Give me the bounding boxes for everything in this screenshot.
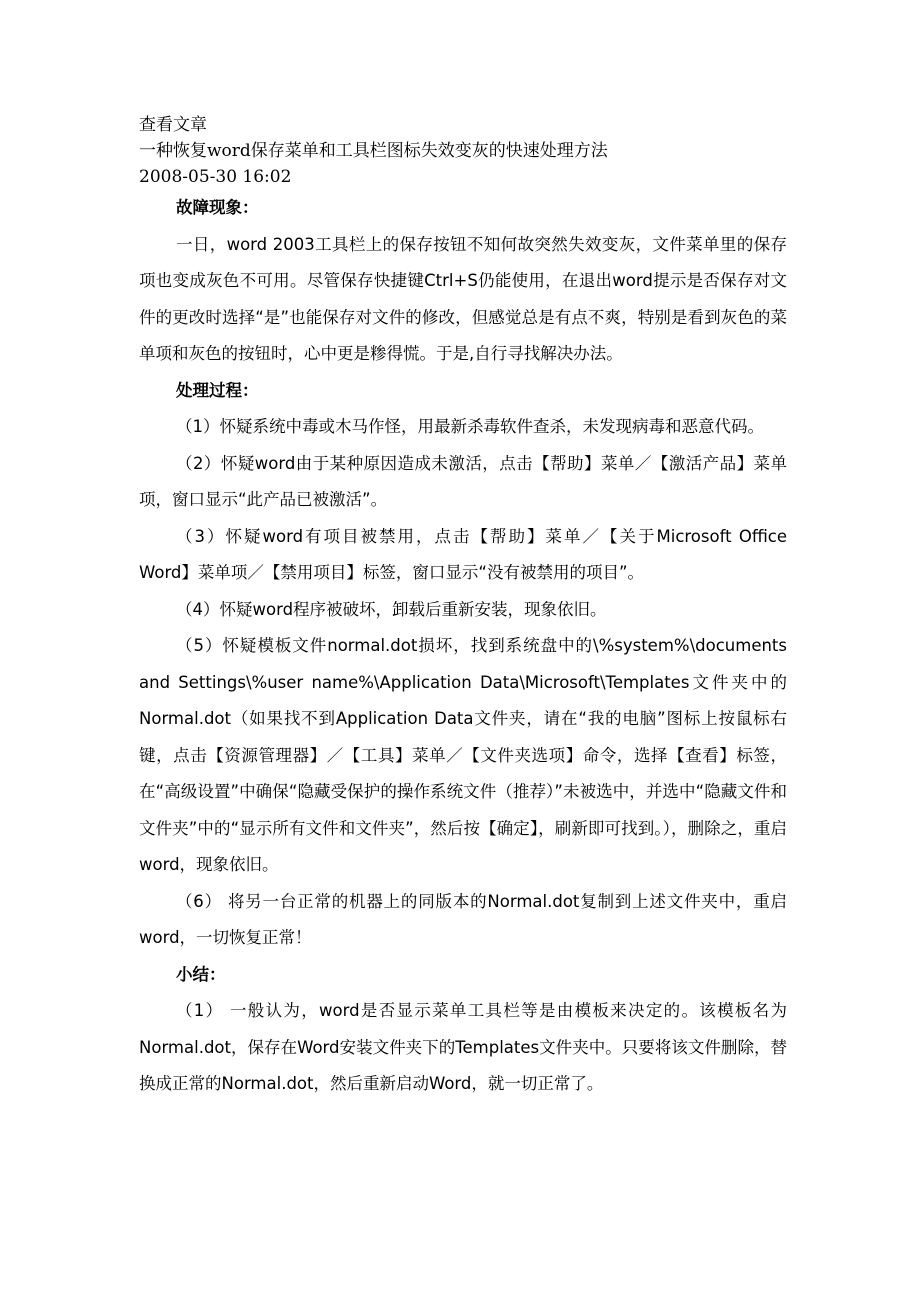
process-heading: 处理过程： xyxy=(176,380,259,400)
article-header xyxy=(139,112,799,190)
step-2-paragraph: （2）怀疑word由于某种原因造成未激活，点击【帮助】菜单／【激活产品】菜单项，窗口显示“此产品已被激活”。 xyxy=(139,453,787,509)
article-datetime: 2008-05-30 16:02 xyxy=(139,167,292,187)
step-6-paragraph: （6） 将另一台正常的机器上的同版本的Normal.dot复制到上述文件夹中，重启word，一切恢复正常！ xyxy=(139,891,787,947)
article-body xyxy=(139,190,787,1103)
symptom-heading: 故障现象： xyxy=(176,198,259,217)
summary-heading: 小结： xyxy=(176,964,226,984)
step-4-paragraph: （4）怀疑word程序被破坏，卸载后重新安装，现象依旧。 xyxy=(176,599,607,619)
summary-paragraph: （1） 一般认为，word是否显示菜单工具栏等是由模板来决定的。该模板名为Normal.dot，保存在Word安装文件夹下的Templates文件夹中。只要将该文件删除，替换成正常的Normal.dot，然后重新启动Word，就一切正常了。 xyxy=(139,1001,787,1093)
step-1-paragraph: （1）怀疑系统中毒或木马作怪，用最新杀毒软件查杀，未发现病毒和恶意代码。 xyxy=(176,417,764,436)
article-title: 一种恢复word保存菜单和工具栏图标失效变灰的快速处理方法 xyxy=(139,141,608,161)
symptom-paragraph: 一日，word 2003工具栏上的保存按钮不知何故突然失效变灰，文件菜单里的保存项也变成灰色不可用。尽管保存快捷键Ctrl+S仍能使用，在退出word提示是否保存对文件的更改时选择“是”也能保存对文件的修改，但感觉总是有点不爽，特别是看到灰色的菜单项和灰色的按钮时，心中更是糁得慌。于是,自行寻找解决办法。 xyxy=(139,234,787,363)
step-5-paragraph: （5）怀疑模板文件normal.dot损坏，找到系统盘中的\%system%\documents and Settings\%user name%\Application Data\Microsoft\Templates文件夹中的Normal.dot（如果找不到Application Data文件夹，请在“我的电脑”图标上按鼠标右键，点击【资源管理器】／【工具】菜单／【文件夹选项】命令，选择【查看】标签，在“高级设置”中确保“隐藏受保护的操作系统文件（推荐）”未被选中，并选中“隐藏文件和文件夹”中的“显示所有文件和文件夹”，然后按【确定】，刷新即可找到。），删除之，重启word，现象依旧。 xyxy=(139,636,787,874)
view-article-label: 查看文章 xyxy=(139,115,207,135)
step-3-paragraph: （3）怀疑word有项目被禁用，点击【帮助】菜单／【关于Microsoft Office Word】菜单项／【禁用项目】标签，窗口显示“没有被禁用的项目”。 xyxy=(139,526,787,582)
